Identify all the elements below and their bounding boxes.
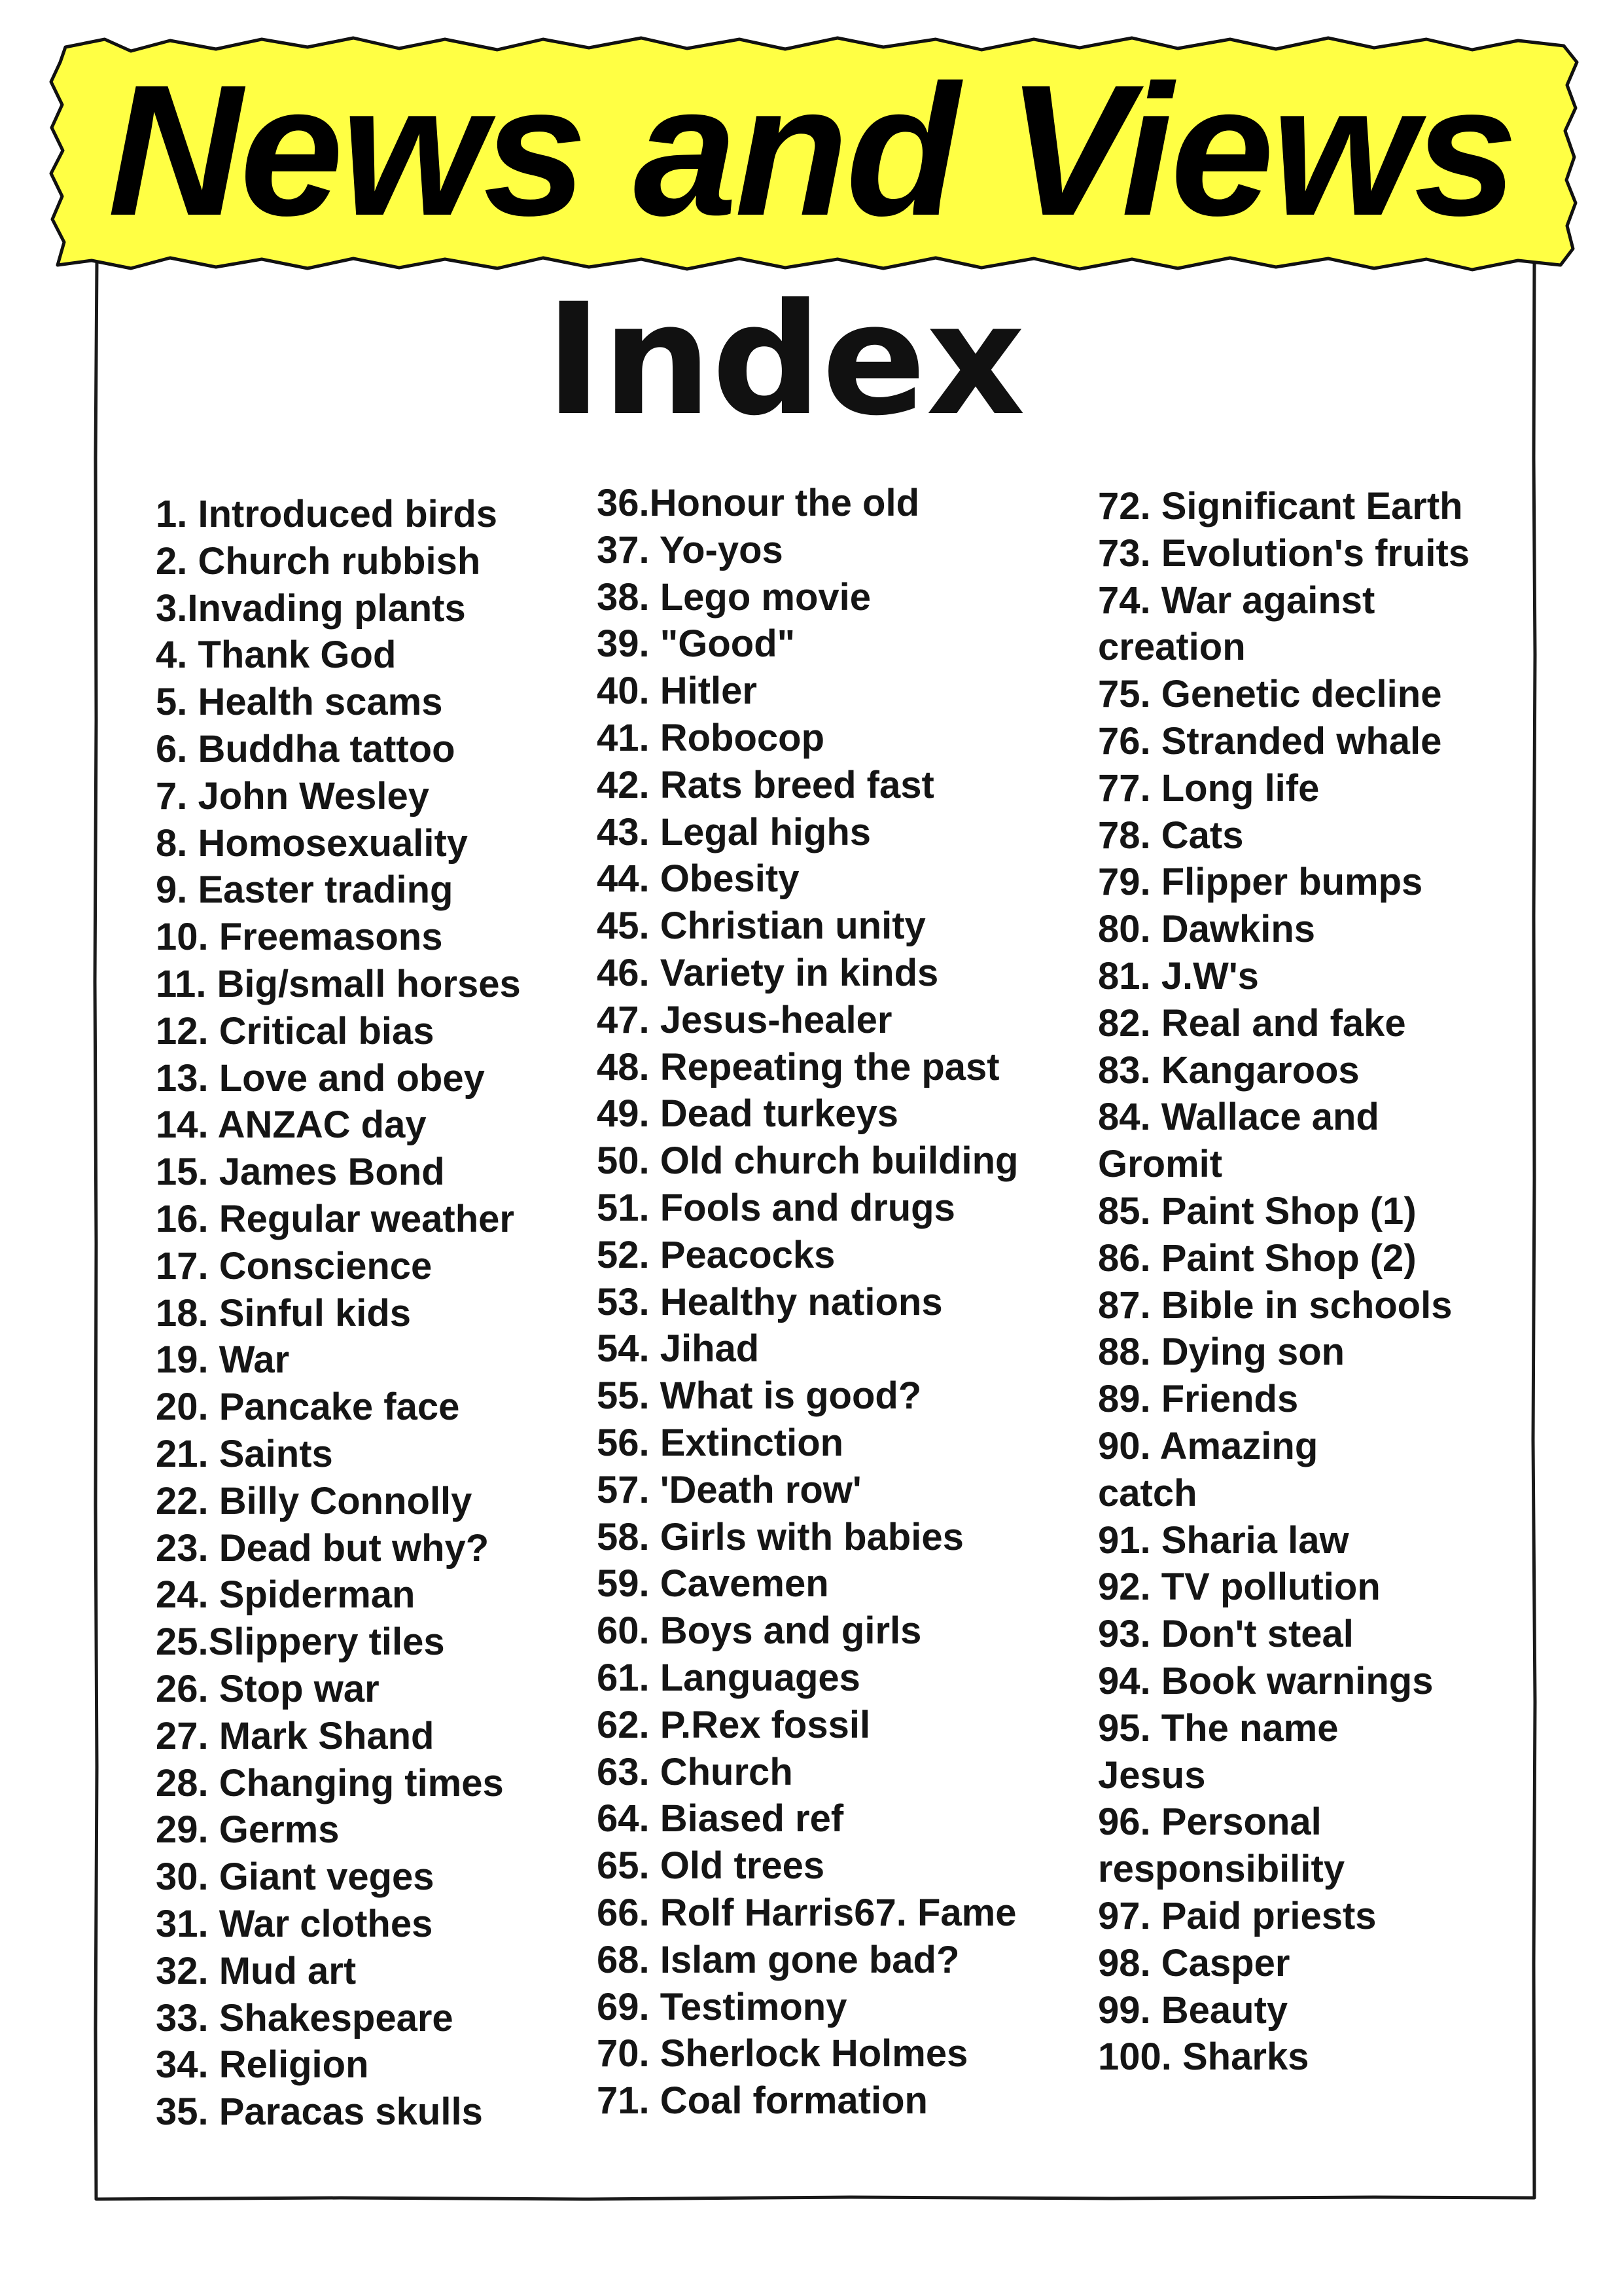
index-column-3: [1098, 483, 1517, 2081]
index-entry: 91. Sharia law: [1098, 1518, 1349, 1562]
index-entry: 38. Lego movie: [597, 575, 872, 619]
index-entry: responsibility: [1098, 1848, 1345, 1891]
index-entry: 66. Rolf Harris67. Fame: [597, 1891, 1017, 1934]
index-entry: 45. Christian unity: [597, 905, 926, 948]
index-entry: 21. Saints: [156, 1432, 333, 1475]
index-entry: 58. Girls with babies: [597, 1515, 964, 1558]
index-entry: 72. Significant Earth: [1098, 485, 1463, 528]
index-entry: 79. Flipper bumps: [1098, 861, 1423, 904]
index-entry: 3.Invading plants: [156, 586, 466, 630]
index-entry: 50. Old church building: [597, 1139, 1019, 1183]
index-entry: 18. Sinful kids: [156, 1291, 411, 1335]
index-entry: 25.Slippery tiles: [156, 1621, 445, 1664]
index-entry: 1. Introduced birds: [156, 493, 498, 535]
index-entry: 76. Stranded whale: [1098, 719, 1442, 762]
index-entry: 43. Legal highs: [597, 810, 871, 853]
index-entry: 48. Repeating the past: [597, 1045, 1000, 1088]
index-entry: 78. Cats: [1098, 814, 1244, 857]
index-entry: 42. Rats breed fast: [597, 763, 934, 806]
index-entry: 35. Paracas skulls: [156, 2090, 483, 2134]
index-entry: 5. Health scams: [156, 681, 443, 724]
index-entry: 22. Billy Connolly: [156, 1479, 472, 1522]
index-entry: 59. Cavemen: [597, 1562, 829, 1605]
index-entry: 6. Buddha tattoo: [156, 727, 455, 770]
index-entry: 10. Freemasons: [156, 916, 443, 959]
index-entry: 14. ANZAC day: [156, 1103, 427, 1147]
index-entry: 29. Germs: [156, 1808, 340, 1852]
index-entry: 7. John Wesley: [156, 774, 429, 817]
index-entry: 19. War: [156, 1338, 290, 1382]
index-entry: 62. P.Rex fossil: [597, 1703, 871, 1746]
index-entry: 49. Dead turkeys: [597, 1092, 899, 1136]
index-entry: 73. Evolution's fruits: [1098, 531, 1470, 575]
index-entry: 24. Spiderman: [156, 1573, 415, 1617]
index-entry: 82. Real and fake: [1098, 1001, 1406, 1045]
index-entry: 68. Islam gone bad?: [597, 1938, 960, 1981]
index-entry: 12. Critical bias: [156, 1009, 434, 1052]
index-entry: 39. "Good": [597, 622, 796, 666]
index-entry: 9. Easter trading: [156, 869, 453, 912]
index-entry: 57. 'Death row': [597, 1468, 862, 1511]
index-entry: 47. Jesus-healer: [597, 998, 892, 1041]
index-entry: 86. Paint Shop (2): [1098, 1236, 1417, 1280]
index-entry: 95. The name: [1098, 1706, 1339, 1749]
index-column-1: [156, 491, 588, 2136]
index-entry: 80. Dawkins: [1098, 908, 1316, 951]
index-entry: 34. Religion: [156, 2043, 369, 2087]
index-entry: 100. Sharks: [1098, 2036, 1309, 2079]
index-entry: 90. Amazing: [1098, 1424, 1318, 1467]
index-entry: 85. Paint Shop (1): [1098, 1189, 1417, 1232]
index-entry: 92. TV pollution: [1098, 1566, 1381, 1609]
index-entry: 94. Book warnings: [1098, 1659, 1434, 1702]
index-entry: 20. Pancake face: [156, 1386, 460, 1429]
index-entry: 77. Long life: [1098, 766, 1320, 810]
index-entry: 55. What is good?: [597, 1374, 922, 1418]
index-entry: 89. Friends: [1098, 1378, 1299, 1421]
index-entry: 51. Fools and drugs: [597, 1186, 955, 1229]
index-entry: 93. Don't steal: [1098, 1613, 1354, 1656]
index-entry: 41. Robocop: [597, 716, 825, 759]
index-entry: 64. Biased ref: [597, 1797, 844, 1840]
index-entry: 54. Jihad: [597, 1327, 760, 1371]
index-entry: 60. Boys and girls: [597, 1609, 922, 1653]
index-entry: 31. War clothes: [156, 1902, 433, 1945]
index-entry: Gromit: [1098, 1143, 1223, 1186]
index-entry: 53. Healthy nations: [597, 1280, 943, 1323]
index-entry: 46. Variety in kinds: [597, 951, 939, 994]
index-entry: 88. Dying son: [1098, 1331, 1345, 1374]
index-entry: 2. Church rubbish: [156, 539, 481, 583]
index-entry: 65. Old trees: [597, 1844, 825, 1888]
index-entry: 36.Honour the old: [597, 482, 919, 524]
index-entry: 84. Wallace and: [1098, 1096, 1379, 1139]
index-entry: 63. Church: [597, 1750, 793, 1793]
index-entry: 69. Testimony: [597, 1985, 847, 2028]
index-entry: 16. Regular weather: [156, 1197, 514, 1240]
index-entry: 30. Giant veges: [156, 1856, 434, 1899]
index-entry: 74. War against: [1098, 579, 1375, 622]
index-entry: creation: [1098, 626, 1246, 669]
index-entry: 56. Extinction: [597, 1421, 844, 1464]
index-entry: 37. Yo-yos: [597, 528, 783, 571]
index-heading: Index: [545, 270, 1025, 450]
index-entry: 70. Sherlock Holmes: [597, 2032, 968, 2075]
index-entry: 98. Casper: [1098, 1941, 1290, 1984]
index-entry: 33. Shakespeare: [156, 1996, 453, 2039]
index-entry: 27. Mark Shand: [156, 1714, 434, 1757]
index-entry: 61. Languages: [597, 1656, 860, 1699]
index-entry: 97. Paid priests: [1098, 1894, 1377, 1937]
index-entry: 44. Obesity: [597, 857, 800, 901]
index-entry: 28. Changing times: [156, 1761, 504, 1804]
index-entry: catch: [1098, 1471, 1197, 1515]
index-entry: 87. Bible in schools: [1098, 1283, 1453, 1327]
index-entry: 26. Stop war: [156, 1667, 380, 1710]
index-entry: 71. Coal formation: [597, 2079, 928, 2123]
index-entry: 11. Big/small horses: [156, 962, 521, 1005]
index-entry: 96. Personal: [1098, 1801, 1322, 1844]
index-entry: 8. Homosexuality: [156, 821, 468, 865]
index-entry: 75. Genetic decline: [1098, 673, 1442, 716]
index-entry: 99. Beauty: [1098, 1988, 1288, 2032]
index-column-2: [597, 480, 1081, 2125]
banner-title: News and Views: [107, 46, 1515, 255]
index-entry: 52. Peacocks: [597, 1233, 836, 1276]
index-entry: 40. Hitler: [597, 670, 757, 713]
index-entry: 23. Dead but why?: [156, 1526, 489, 1570]
index-entry: 13. Love and obey: [156, 1056, 485, 1100]
index-entry: Jesus: [1098, 1753, 1206, 1797]
index-entry: 81. J.W's: [1098, 954, 1259, 997]
index-entry: 83. Kangaroos: [1098, 1049, 1360, 1092]
index-entry: 32. Mud art: [156, 1949, 357, 1992]
index-entry: 15. James Bond: [156, 1151, 445, 1194]
index-entry: 4. Thank God: [156, 634, 397, 677]
index-entry: 17. Conscience: [156, 1244, 432, 1287]
